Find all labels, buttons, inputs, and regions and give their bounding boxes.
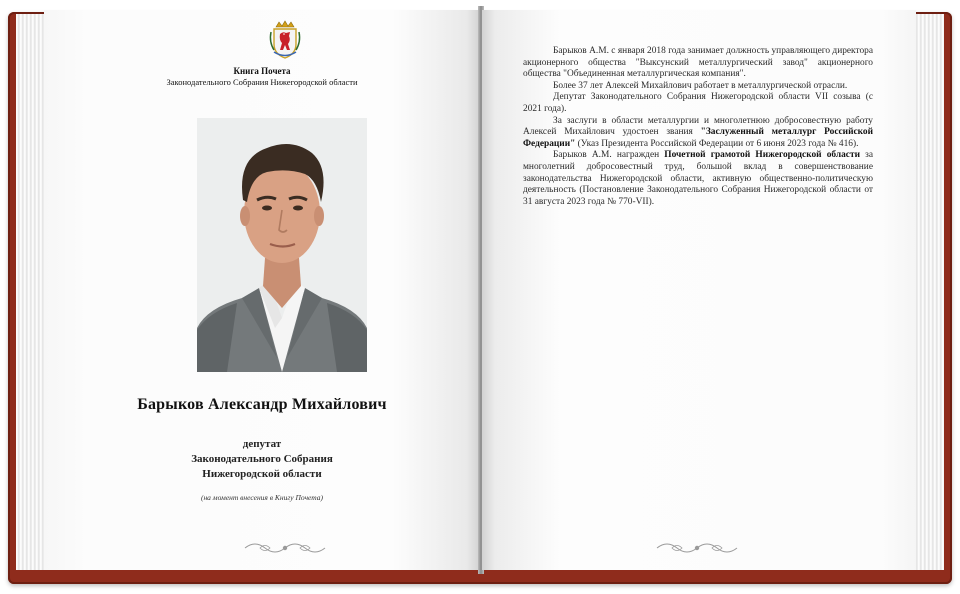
position-line-1: депутат <box>242 438 282 450</box>
award-name: Почетной грамотой Нижегородской области <box>664 150 860 161</box>
ornament-flourish-icon <box>240 538 330 558</box>
position-line-3: Нижегородской области <box>202 468 322 480</box>
bio-p4-text-b: (Указ Президента Российской Федерации от 6 июня 2023 года № 416). <box>575 138 859 149</box>
bio-paragraph-5 <box>523 150 873 208</box>
right-page-stack <box>914 14 944 570</box>
person-name: Барыков Александр Михайлович <box>137 396 387 413</box>
bio-p4-text-a: За заслуги в области металлургии и многолетнюю добросовестную работу Алексей Михайлович удостоен звания <box>523 115 873 138</box>
book-subtitle: Законодательного Собрания Нижегородской области <box>166 77 358 87</box>
book-title: Книга Почета <box>233 66 291 76</box>
bio-paragraph-4 <box>523 116 873 151</box>
left-page-stack <box>16 14 46 570</box>
entry-note: (на момент внесения в Книгу Почета) <box>200 493 324 502</box>
bio-paragraph-1: Барыков А.М. с января 2018 года занимает должность управляющего директора акционерного общества "Выксунский металлургический завод" акционерного общества "Объединенная металлургическая компания". <box>523 46 873 80</box>
biography-text <box>523 46 873 208</box>
right-page <box>482 10 916 570</box>
bio-p5-text-b: за многолетний добросовестный труд, большой вклад в совершенствование законодательства Нижегородской области, активную общественно-политическую деятельность (Постановление Законодательного Собрания Нижегородской области от 31 августа 2023 года № 770-VII). <box>523 150 874 207</box>
position-line-2: Законодательного Собрания <box>191 453 333 465</box>
portrait-photo <box>197 118 367 372</box>
ornament-flourish-icon <box>652 538 742 558</box>
bio-p5-text-a: Барыков А.М. награжден <box>553 150 665 161</box>
nizhny-novgorod-coat-of-arms-icon <box>268 20 302 60</box>
bio-paragraph-3: Депутат Законодательного Собрания Нижегородской области VII созыва (с 2021 года). <box>523 92 873 114</box>
honorary-title: "Заслуженный металлург Российской Федерации" <box>523 127 874 149</box>
bio-paragraph-2: Более 37 лет Алексей Михайлович работает в металлургической отрасли. <box>553 80 848 91</box>
left-page <box>44 10 480 570</box>
